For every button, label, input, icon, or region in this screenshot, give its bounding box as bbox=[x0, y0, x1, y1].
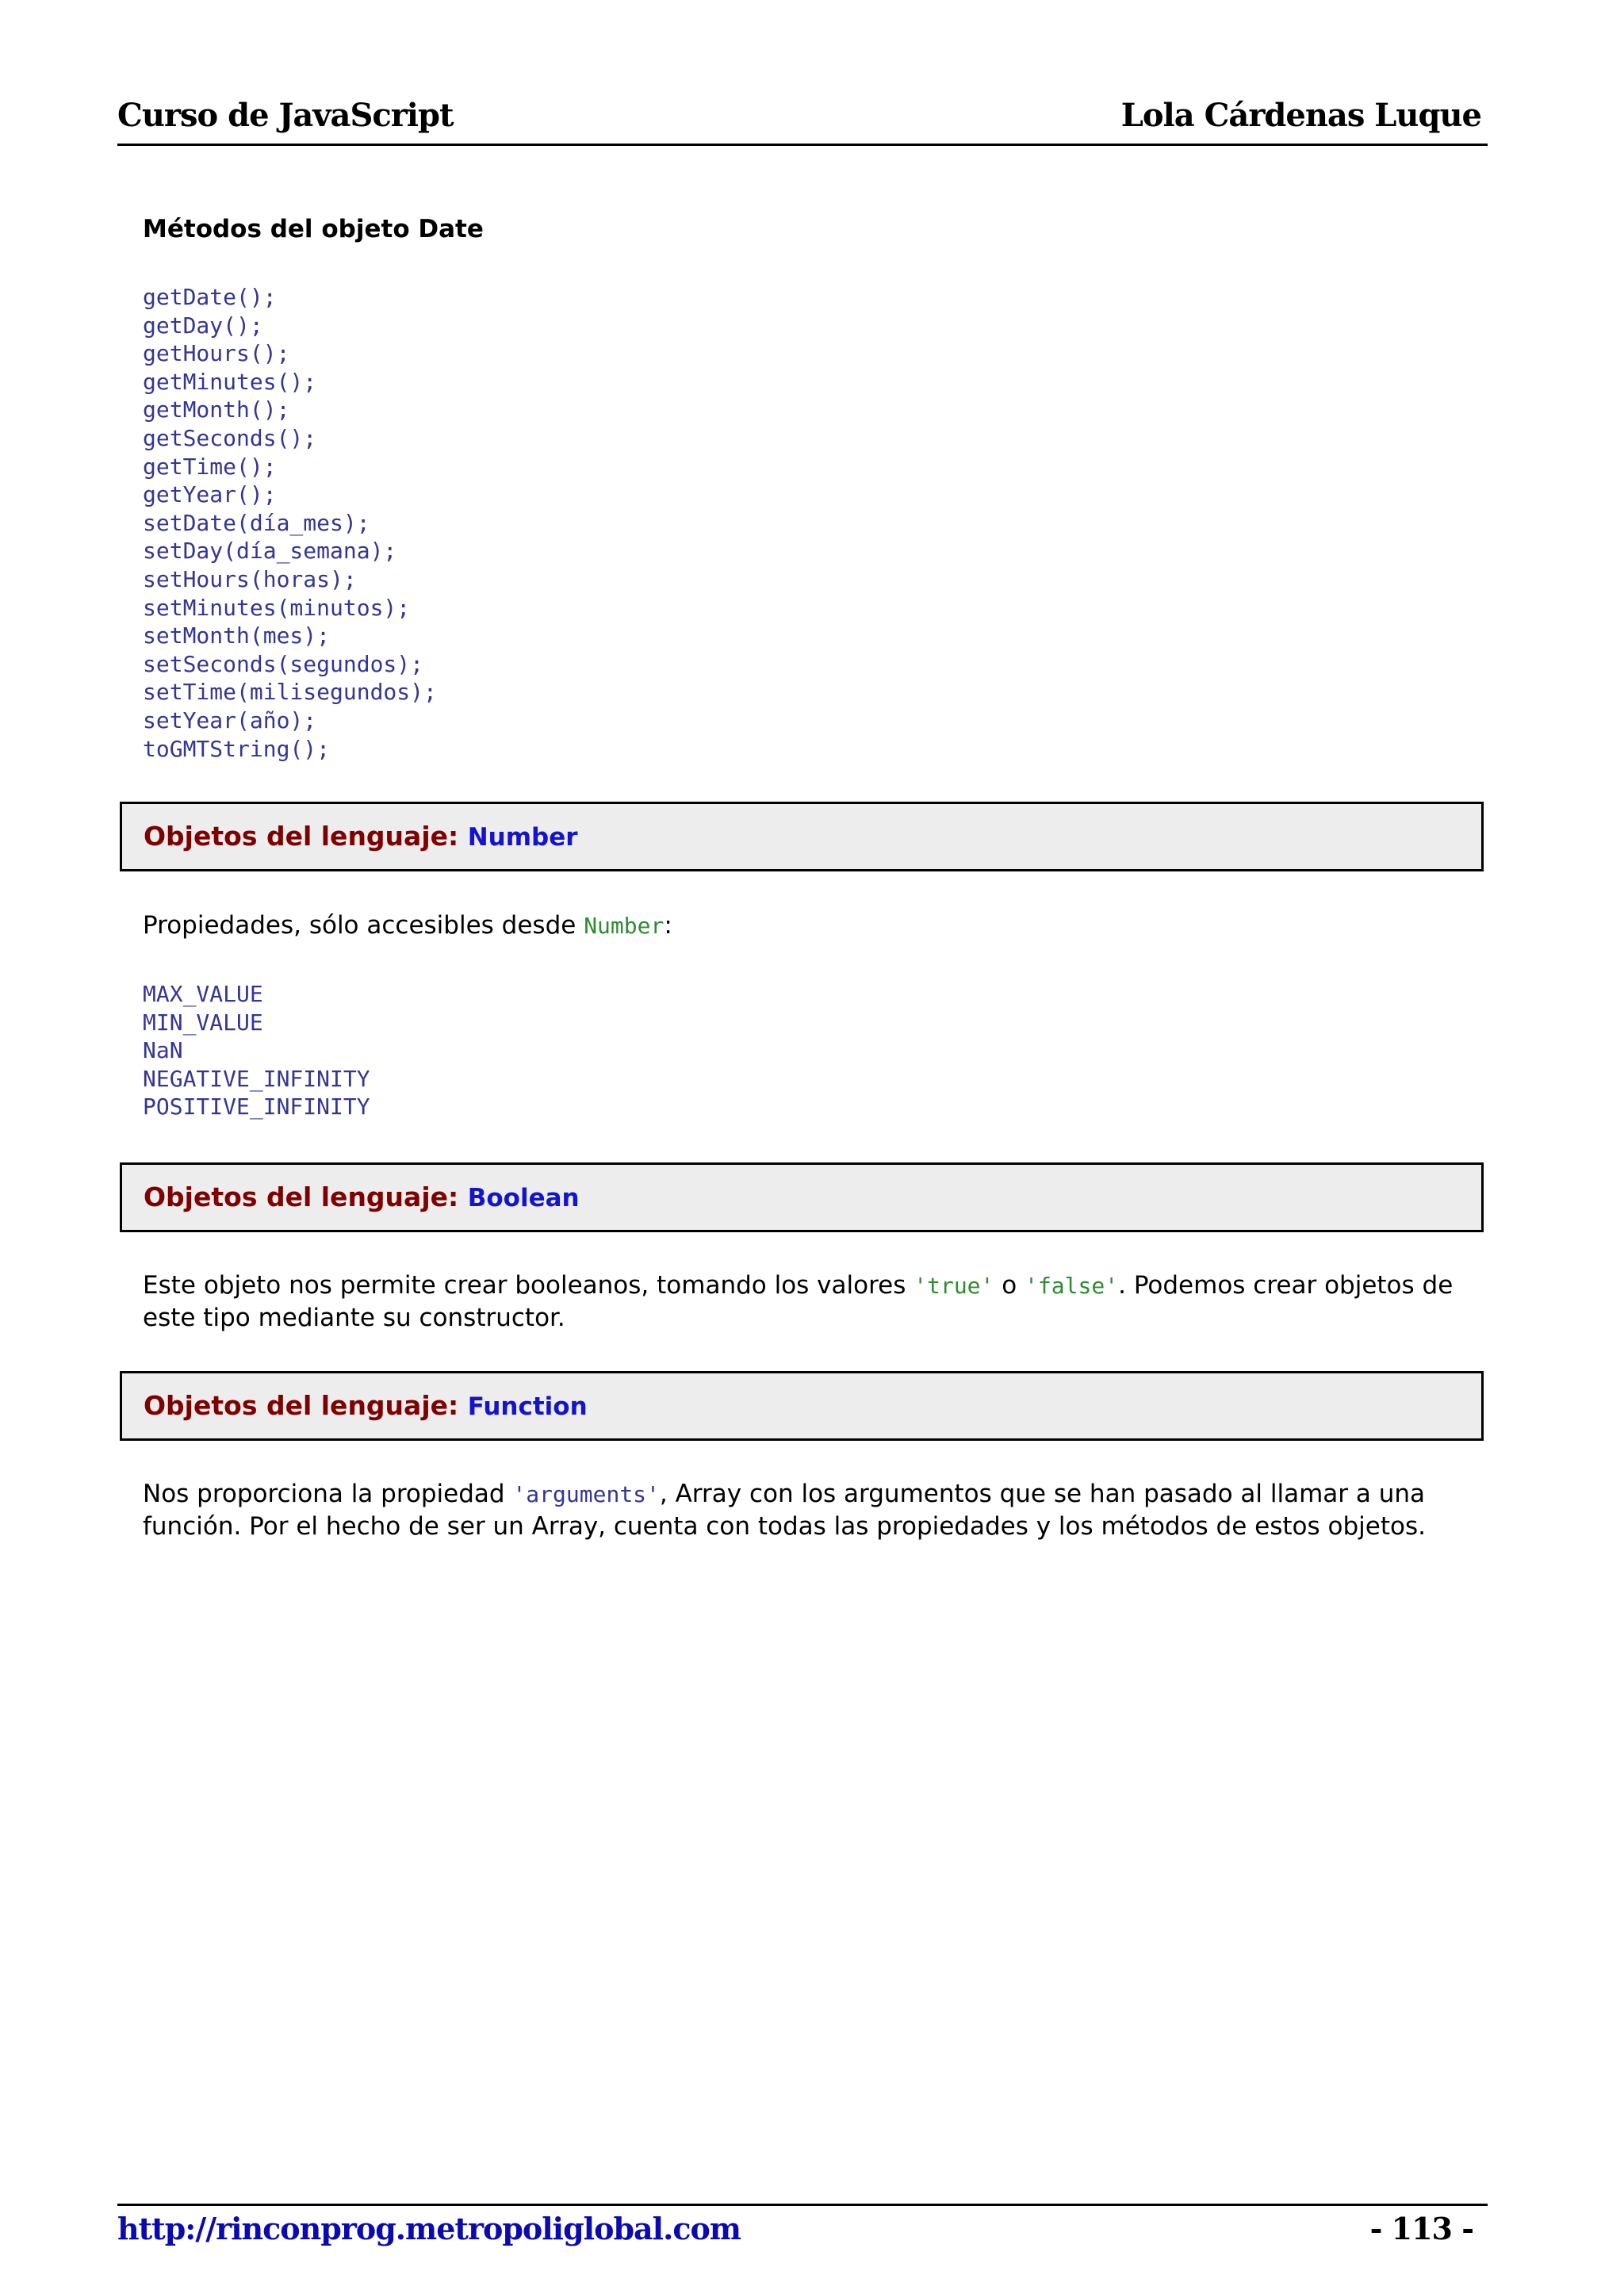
page-header bbox=[117, 95, 1488, 146]
function-text-2: , Array con los argumentos que se han pasado al llamar a una función. Por el hecho de ser un Array, cuenta con todas las propiedades y los métodos de estos objetos. bbox=[143, 1480, 1426, 1541]
list-item: NEGATIVE_INFINITY bbox=[143, 1065, 370, 1092]
list-item: getSeconds(); bbox=[143, 424, 317, 451]
list-item: setDate(día_mes); bbox=[143, 509, 370, 536]
boolean-text-2: o bbox=[1002, 1271, 1017, 1300]
section-title bbox=[144, 804, 578, 869]
list-item: setMonth(mes); bbox=[143, 622, 331, 649]
number-intro-text: Propiedades, sólo accesibles desde bbox=[143, 911, 576, 940]
section-header-function bbox=[120, 1371, 1484, 1441]
page-number: - 113 - bbox=[1369, 2211, 1473, 2246]
section-title-object: Number bbox=[467, 823, 578, 852]
date-methods-list bbox=[143, 283, 437, 763]
list-item: setSeconds(segundos); bbox=[143, 650, 424, 677]
header-course-title: Curso de JavaScript bbox=[117, 97, 454, 134]
section-title-object: Function bbox=[467, 1392, 588, 1421]
list-item: getMinutes(); bbox=[143, 368, 317, 395]
boolean-text-1: Este objeto nos permite crear booleanos, tomando los valores bbox=[143, 1271, 906, 1300]
section-title-prefix: Objetos del lenguaje: bbox=[144, 821, 459, 852]
list-item: POSITIVE_INFINITY bbox=[143, 1093, 370, 1120]
boolean-code-false: 'false' bbox=[1025, 1273, 1119, 1299]
footer-url-link[interactable]: http://rinconprog.metropoliglobal.com bbox=[117, 2211, 741, 2246]
section-title-object: Boolean bbox=[467, 1184, 580, 1212]
page-footer bbox=[117, 2204, 1488, 2251]
list-item: getHours(); bbox=[143, 340, 290, 367]
list-item: setTime(milisegundos); bbox=[143, 679, 437, 706]
list-item: getDay(); bbox=[143, 312, 263, 339]
function-paragraph bbox=[143, 1478, 1491, 1543]
number-intro-paragraph bbox=[143, 910, 1491, 942]
boolean-code-true: 'true' bbox=[914, 1273, 994, 1299]
list-item: setMinutes(minutos); bbox=[143, 594, 411, 621]
list-item: MAX_VALUE bbox=[143, 981, 263, 1007]
boolean-text-3: . Podemos crear objetos de este tipo mediante su constructor. bbox=[143, 1271, 1454, 1332]
list-item: getDate(); bbox=[143, 284, 277, 310]
section-title bbox=[144, 1165, 580, 1230]
list-item: MIN_VALUE bbox=[143, 1009, 263, 1036]
section-title bbox=[144, 1373, 588, 1438]
date-methods-heading: Métodos del objeto Date bbox=[143, 215, 484, 243]
section-header-boolean bbox=[120, 1162, 1484, 1232]
number-inline-code: Number bbox=[584, 913, 665, 939]
list-item: getTime(); bbox=[143, 453, 277, 480]
list-item: setDay(día_semana); bbox=[143, 538, 397, 565]
function-code-arguments: 'arguments' bbox=[512, 1481, 660, 1507]
list-item: getMonth(); bbox=[143, 396, 290, 423]
header-author: Lola Cárdenas Luque bbox=[1120, 97, 1481, 134]
list-item: NaN bbox=[143, 1037, 183, 1064]
list-item: setHours(horas); bbox=[143, 565, 357, 592]
list-item: setYear(año); bbox=[143, 707, 317, 733]
list-item: toGMTString(); bbox=[143, 735, 331, 762]
boolean-paragraph bbox=[143, 1270, 1491, 1335]
number-properties-list bbox=[143, 980, 370, 1121]
list-item: getYear(); bbox=[143, 481, 277, 508]
function-text-1: Nos proporciona la propiedad bbox=[143, 1480, 505, 1508]
section-title-prefix: Objetos del lenguaje: bbox=[144, 1390, 459, 1421]
section-title-prefix: Objetos del lenguaje: bbox=[144, 1181, 459, 1212]
section-header-number bbox=[120, 802, 1484, 871]
number-intro-end: : bbox=[664, 911, 672, 940]
